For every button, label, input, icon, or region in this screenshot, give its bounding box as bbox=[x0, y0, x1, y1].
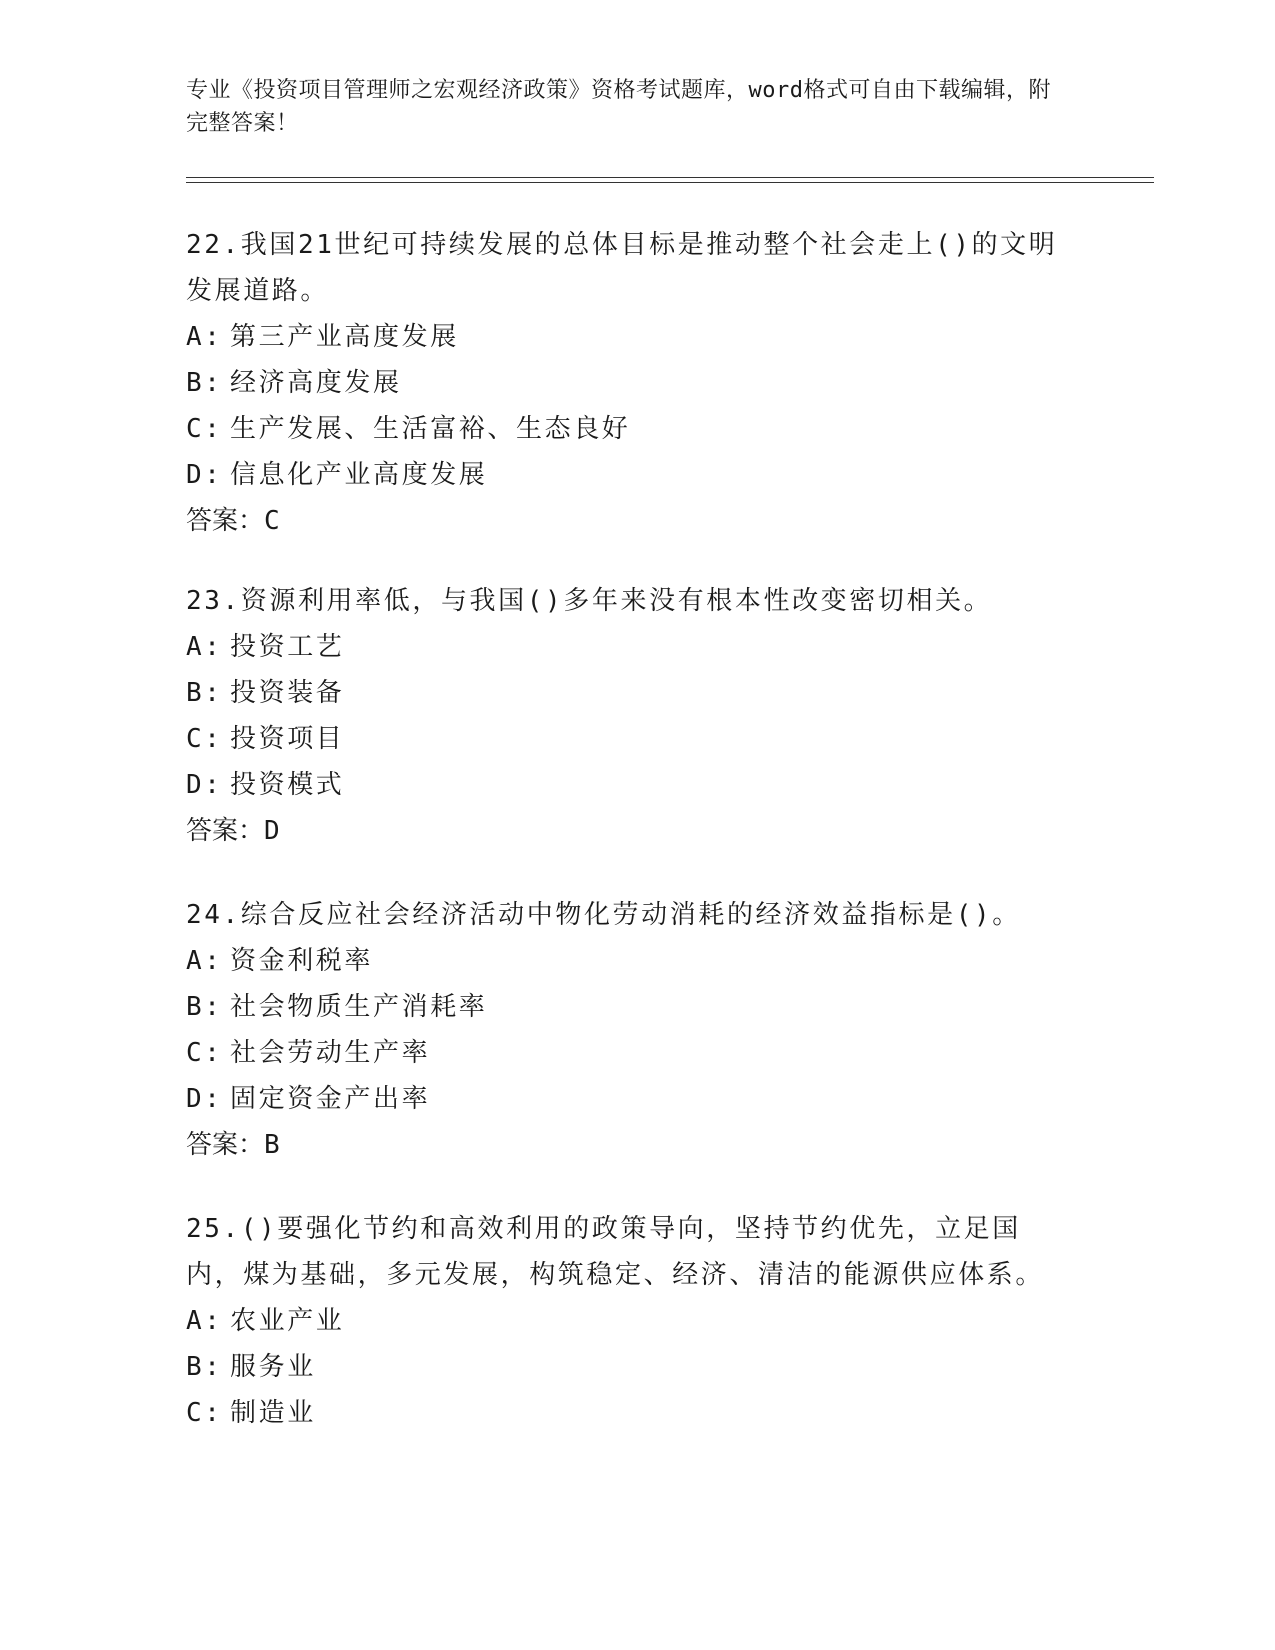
option-letter: C: bbox=[186, 414, 223, 444]
answer-label: 答案： bbox=[186, 506, 265, 536]
option-letter: D: bbox=[186, 460, 223, 490]
option-text: 投资项目 bbox=[230, 724, 345, 754]
question-24 bbox=[186, 892, 1066, 1168]
option-letter: C: bbox=[186, 1398, 223, 1428]
option-letter: C: bbox=[186, 1038, 223, 1068]
option-letter: A: bbox=[186, 1306, 223, 1336]
option-letter: A: bbox=[186, 632, 223, 662]
option-text: 社会物质生产消耗率 bbox=[230, 992, 488, 1022]
option-letter: A: bbox=[186, 322, 223, 352]
header-rule-bottom bbox=[186, 182, 1154, 183]
option-d bbox=[186, 1076, 1066, 1122]
option-a bbox=[186, 1298, 1066, 1344]
document-page bbox=[186, 0, 1156, 1650]
answer-value: B bbox=[264, 1130, 280, 1160]
option-text: 投资工艺 bbox=[230, 632, 345, 662]
option-b bbox=[186, 360, 1066, 406]
option-letter: B: bbox=[186, 678, 223, 708]
option-letter: C: bbox=[186, 724, 223, 754]
option-letter: B: bbox=[186, 992, 223, 1022]
option-c bbox=[186, 1030, 1066, 1076]
option-text: 制造业 bbox=[230, 1398, 316, 1428]
option-letter: A: bbox=[186, 946, 223, 976]
option-d bbox=[186, 452, 1066, 498]
option-text: 生产发展、生活富裕、生态良好 bbox=[230, 414, 631, 444]
option-letter: B: bbox=[186, 368, 223, 398]
option-c bbox=[186, 1390, 1066, 1436]
answer-label: 答案： bbox=[186, 1130, 265, 1160]
answer-value: D bbox=[264, 816, 280, 846]
question-stem: 25.()要强化节约和高效利用的政策导向，坚持节约优先，立足国内，煤为基础，多元发展，构筑稳定、经济、清洁的能源供应体系。 bbox=[186, 1214, 1045, 1290]
option-text: 投资装备 bbox=[230, 678, 345, 708]
option-a bbox=[186, 938, 1066, 984]
answer-label: 答案： bbox=[186, 816, 265, 846]
option-c bbox=[186, 406, 1066, 452]
header-rule-top bbox=[186, 177, 1154, 178]
answer-line bbox=[186, 1122, 1066, 1168]
option-letter: B: bbox=[186, 1352, 223, 1382]
option-b bbox=[186, 670, 1066, 716]
option-text: 投资模式 bbox=[230, 770, 345, 800]
header-note: 专业《投资项目管理师之宏观经济政策》资格考试题库，word格式可自由下载编辑，附完整答案！ bbox=[186, 78, 1051, 136]
option-a bbox=[186, 314, 1066, 360]
question-stem: 24.综合反应社会经济活动中物化劳动消耗的经济效益指标是()。 bbox=[186, 900, 1021, 930]
question-22 bbox=[186, 222, 1066, 544]
answer-line bbox=[186, 808, 1066, 854]
option-text: 社会劳动生产率 bbox=[230, 1038, 431, 1068]
question-stem: 23.资源利用率低，与我国()多年来没有根本性改变密切相关。 bbox=[186, 586, 993, 616]
option-text: 固定资金产出率 bbox=[230, 1084, 431, 1114]
answer-line bbox=[186, 498, 1066, 544]
option-b bbox=[186, 1344, 1066, 1390]
question-23 bbox=[186, 578, 1066, 854]
question-25 bbox=[186, 1206, 1066, 1436]
option-text: 经济高度发展 bbox=[230, 368, 402, 398]
option-text: 服务业 bbox=[230, 1352, 316, 1382]
option-d bbox=[186, 762, 1066, 808]
option-text: 第三产业高度发展 bbox=[230, 322, 459, 352]
question-stem: 22.我国21世纪可持续发展的总体目标是推动整个社会走上()的文明发展道路。 bbox=[186, 230, 1058, 306]
option-b bbox=[186, 984, 1066, 1030]
option-letter: D: bbox=[186, 770, 223, 800]
option-c bbox=[186, 716, 1066, 762]
option-text: 资金利税率 bbox=[230, 946, 374, 976]
option-a bbox=[186, 624, 1066, 670]
option-letter: D: bbox=[186, 1084, 223, 1114]
answer-value: C bbox=[264, 506, 280, 536]
option-text: 信息化产业高度发展 bbox=[230, 460, 488, 490]
option-text: 农业产业 bbox=[230, 1306, 345, 1336]
